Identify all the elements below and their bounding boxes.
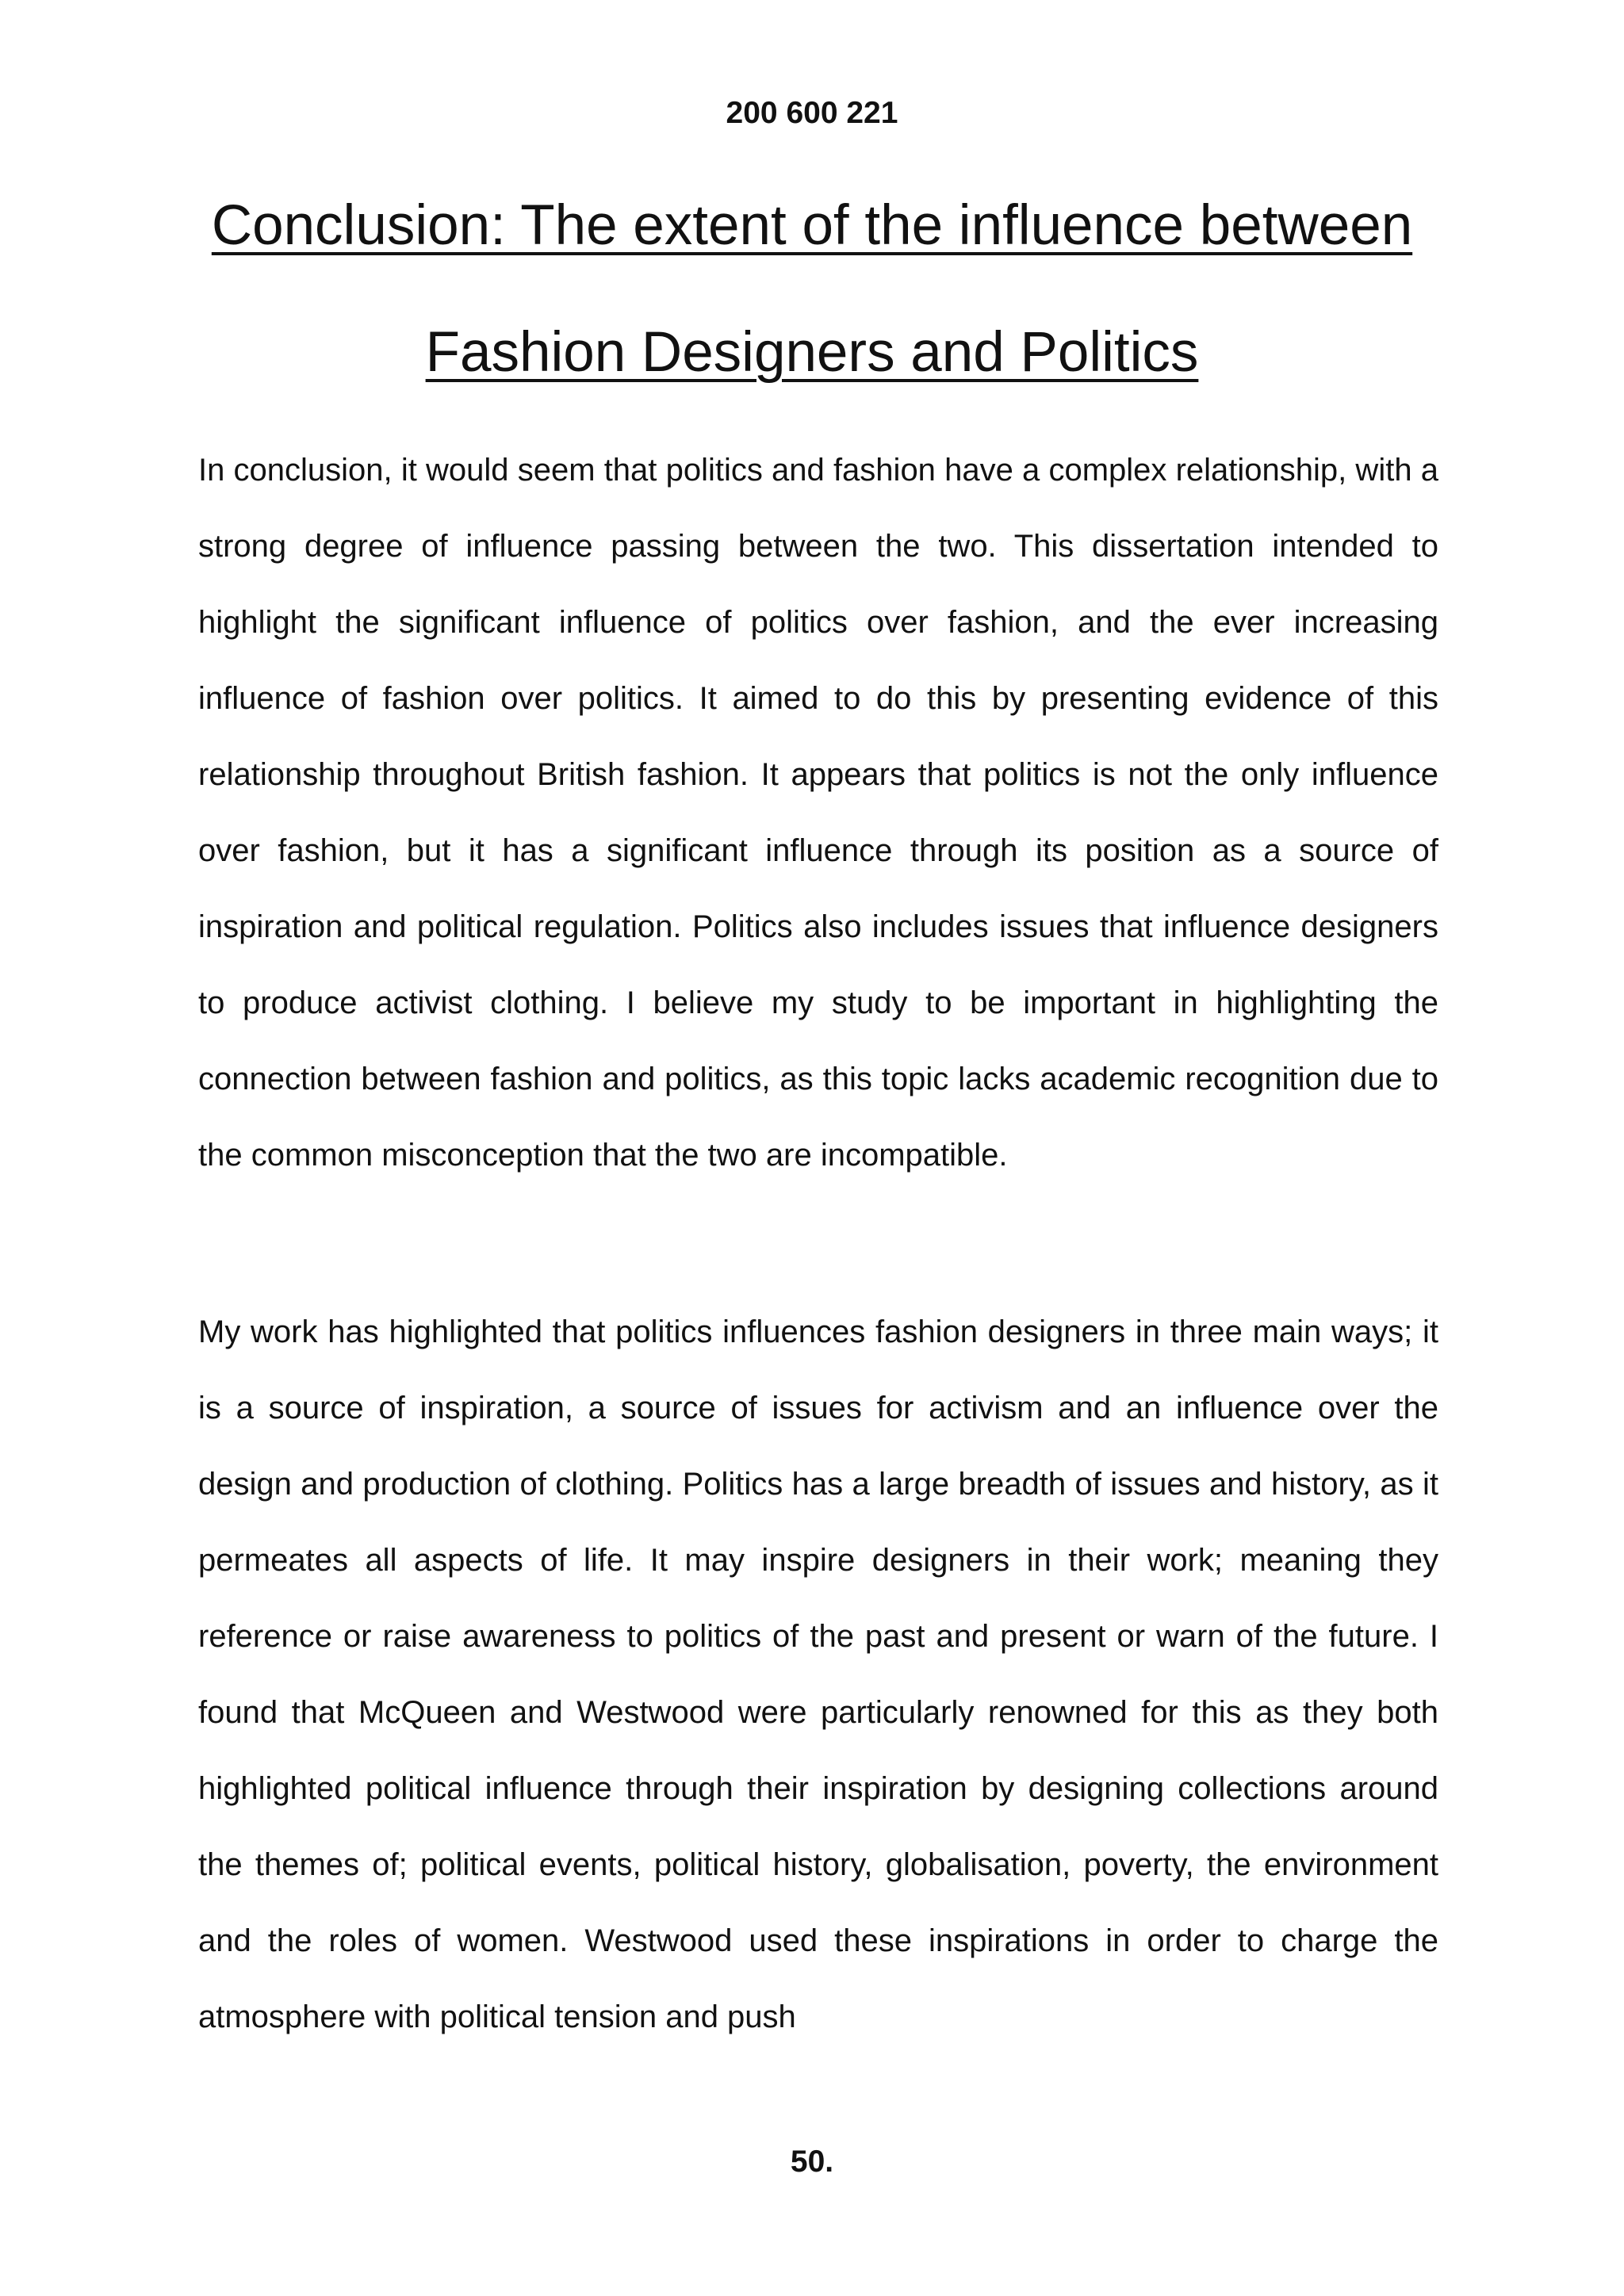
chapter-title-line-1 <box>0 190 1624 262</box>
body-paragraph: In conclusion, it would seem that politics and fashion have a complex relationship, with a strong degree of influence passing between the two. This dissertation intended to highlight the significant influence of politics over fashion, and the ever increasing influence of fashion over politics. It aimed to do this by presenting evidence of this relationship throughout British fashion. It appears that politics is not the only influence over fashion, but it has a significant influence through its position as a source of inspiration and political regulation. Politics also includes issues that influence designers to produce activist clothing. I believe my study to be important in highlighting the connection between fashion and politics, as this topic lacks academic recognition due to the common misconception that the two are incompatible. <box>198 453 1438 1173</box>
page-number: 50. <box>790 2145 834 2179</box>
chapter-title-line-2-text: Fashion Designers and Politics <box>425 321 1199 384</box>
student-id-header: 200 600 221 <box>726 96 898 130</box>
chapter-title-line-2 <box>0 317 1624 388</box>
body-paragraph: My work has highlighted that politics influences fashion designers in three main ways; it is a source of inspiration, a source of issues for activism and an influence over the design and production of clothing. Politics has a large breadth of issues and history, as it permeates all aspects of life. It may inspire designers in their work; meaning they reference or raise awareness to politics of the past and present or warn of the future. I found that McQueen and Westwood were particularly renowned for this as they both highlighted political influence through their inspiration by designing collections around the themes of; political events, political history, globalisation, poverty, the environment and the roles of women. Westwood used these inspirations in order to charge the atmosphere with political tension and push <box>198 1314 1438 2034</box>
chapter-title-line-1-text: Conclusion: The extent of the influence between <box>211 194 1413 257</box>
